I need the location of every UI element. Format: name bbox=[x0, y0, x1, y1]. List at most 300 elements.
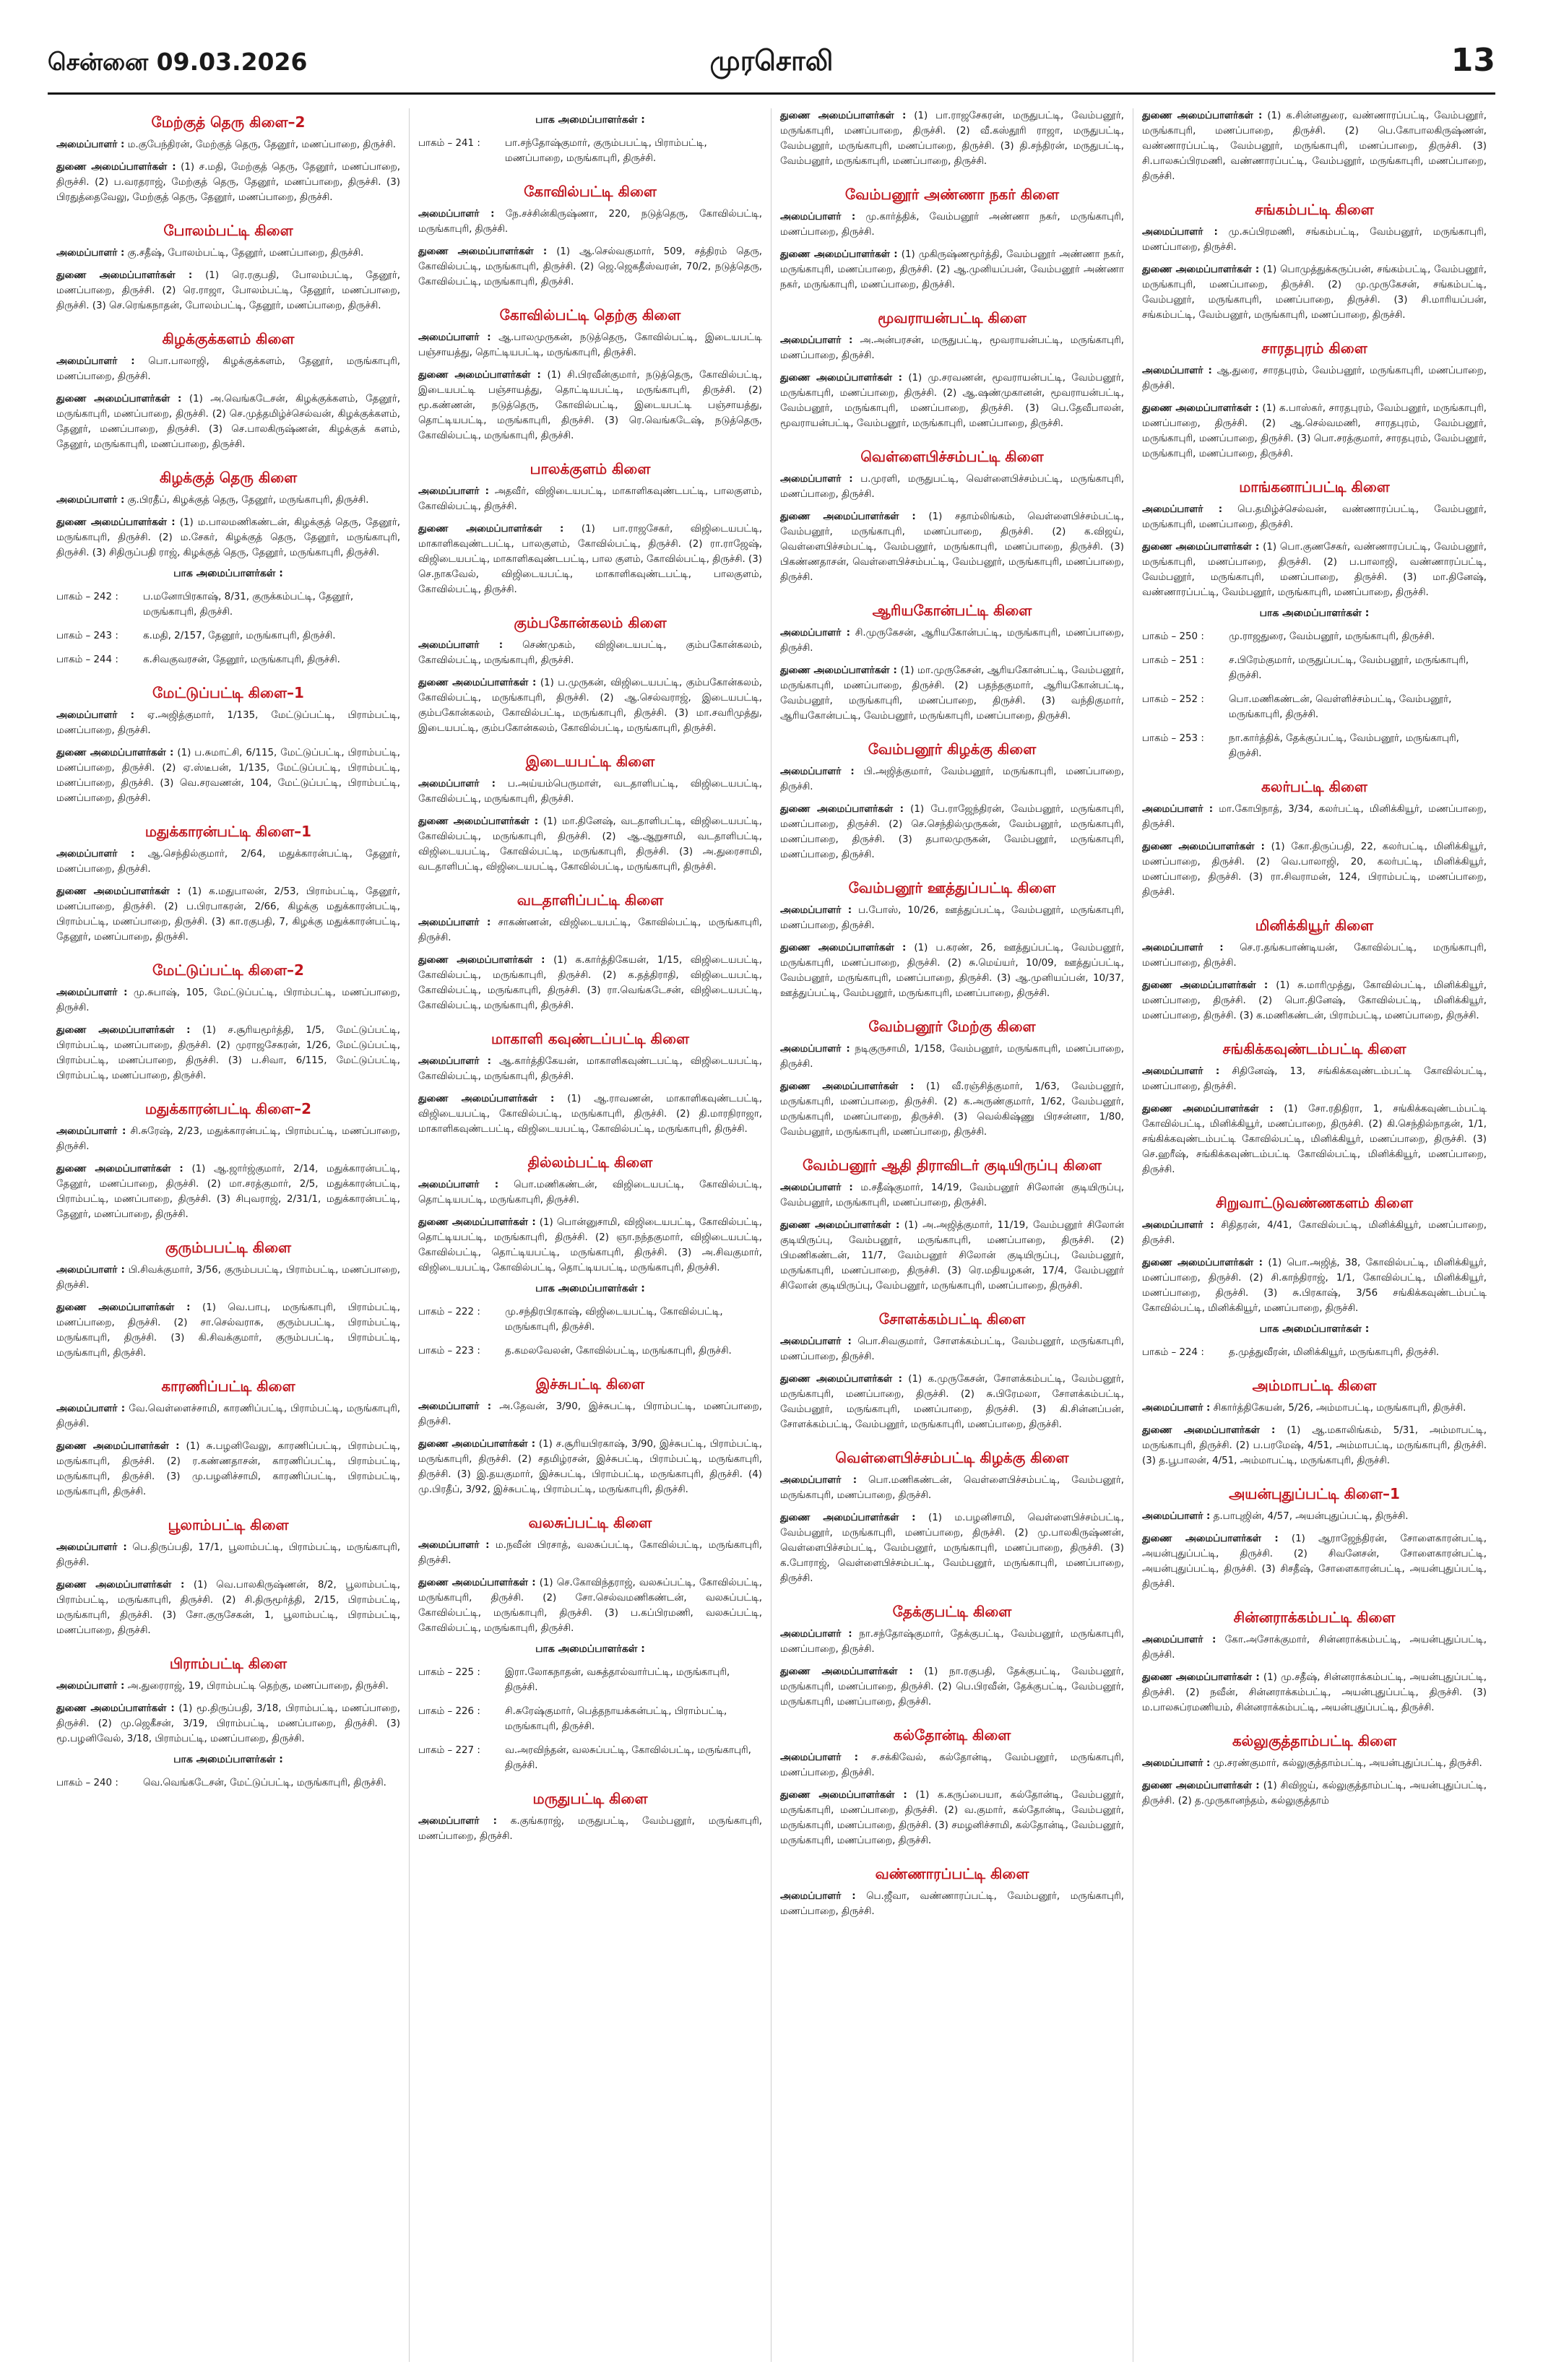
branch-title: வெள்ளைபிச்சம்பட்டி கிளை bbox=[860, 448, 1044, 465]
member-entry bbox=[56, 745, 400, 806]
branch-title: மேற்குத் தெரு கிளை–2 bbox=[151, 113, 306, 131]
member-entry bbox=[418, 330, 762, 360]
member-details: (1) பொமுத்துக்கருப்பன், சங்கம்பட்டி, வேம்பனூர், மருங்காபுரி, மணப்பாறை, திருச்சி. (2) மு.முருகேசன், சங்கம்பட்டி, வேம்பனூர், மருங்காபுரி, மணப்பாறை, திருச்சி. (3) சி.மாரியப்பன், சங்கம்பட்டி, வேம்பனூர், மருங்காபுரி, மணப்பாறை, திருச்சி. bbox=[1142, 264, 1487, 321]
member-entry bbox=[56, 1701, 400, 1747]
member-details: (1) க.கருப்பையா, கல்தோன்டி, வேம்பனூர், மருங்காபுரி, மணப்பாறை, திருச்சி. (2) வ.குமார், கல்தோன்டி, வேம்பனூர், மருங்காபுரி, மணப்பாறை, திருச்சி. (3) சமழனிச்சாமி, கல்தோன்டி, வேம்பனூர், மருங்காபுரி, மணப்பாறை, திருச்சி. bbox=[780, 1790, 1124, 1846]
member-details: (1) பா.ராஜசேகர், விஜிடையபட்டி, மாகாளிகவுண்டபட்டி, பாலகுளம், கோவில்பட்டி, திருச்சி. (2) ரா.ராஜேஷ், விஜிடையபட்டி, மாகாளிகவுண்டபட்டி, பால குளம், கோவில்பட்டி, திருச்சி. (3) செ.நாகவேல், விஜிடையபட்டி, மாகாளிகவுண்டபட்டி, பாலகுளம், கோவில்பட்டி, திருச்சி. bbox=[418, 524, 762, 595]
branch-section bbox=[1142, 200, 1487, 323]
role-label: அமைப்பாளர் : bbox=[780, 905, 852, 916]
member-details: (1) செ.கோவிந்தராஜ், வலசுப்பட்டி, கோவில்பட்டி, மருங்காபுரி, திருச்சி. (2) சோ.செல்வமணிகண்டன், வலசுப்பட்டி, கோவில்பட்டி, மருங்காபுரி, திருச்சி. (3) ப.கப்பிரமணி, வலசுப்பட்டி, கோவில்பட்டி, மருங்காபுரி, திருச்சி. bbox=[418, 1578, 763, 1634]
member-entry bbox=[780, 626, 1124, 656]
member-details: (1) ச.சூரியபிரகாஷ், 3/90, இச்சுபட்டி, பிராம்பட்டி, மருங்காபுரி, திருச்சி. (2) சதமிழ்ரசன், இச்சுபட்டி, பிராம்பட்டி, மருங்காபுரி, திருச்சி. (3) இ.தயகுமார், இச்சுபட்டி, பிராம்பட்டி, மருங்காபுரி, திருச்சி. (4) மு.பிரதீப், 3/92, இச்சுபட்டி, பிராம்பட்டி, மருங்காபுரி, திருச்சி. bbox=[418, 1439, 763, 1495]
member-details: ம.சதீஷ்குமார், 14/19, வேம்பனூர் சிலோன் குடியிருப்பு, வேம்பனூர், மருங்காபுரி, மணப்பாறை, திருச்சி. bbox=[780, 1182, 1124, 1208]
member-details: அதவீர், விஜிடையபட்டி, மாகாளிகவுண்டபட்டி, பாலகுளம், கோவில்பட்டி, திருச்சி. bbox=[418, 486, 762, 512]
member-entry bbox=[56, 515, 400, 561]
booth-number: பாகம் – 241 : bbox=[418, 138, 480, 149]
member-details: பெ.திருப்பதி, 17/1, பூலாம்பட்டி, பிராம்பட்டி, மருங்காபுரி, திருச்சி. bbox=[56, 1542, 401, 1568]
member-entry bbox=[780, 1180, 1124, 1211]
member-details: (1) க.மதுபாலன், 2/53, பிராம்பட்டி, தேனூர், மணப்பாறை, திருச்சி. (2) ப.பிரபாகரன், 2/66, கிழக்கு மதுக்காரன்பட்டி, பிராம்பட்டி, மணப்பாறை, திருச்சி. (3) கா.ரகுபதி, 7, கிழக்கு மதுக்காரன்பட்டி, தேனூர், மணப்பாறை, திருச்சி. bbox=[56, 886, 400, 943]
booth-heading: பாக அமைப்பாளர்கள் : bbox=[535, 1283, 645, 1294]
role-label: அமைப்பாளர் : bbox=[56, 495, 125, 506]
member-details: சி.சுரேஷ், 2/23, மதுக்காரன்பட்டி, பிராம்பட்டி, மணப்பாறை, திருச்சி. bbox=[56, 1126, 400, 1152]
member-details: கோ.அசோக்குமார், சின்னராக்கம்பட்டி, அயன்புதுப்பட்டி, திருச்சி. bbox=[1142, 1635, 1487, 1661]
member-entry bbox=[56, 246, 400, 261]
member-details: ஏ.அஜித்குமார், 1/135, மேட்டுப்பட்டி, பிராம்பட்டி, மணப்பாறை, திருச்சி. bbox=[56, 710, 400, 736]
member-details: மு.கார்த்திக், வேம்பனூர் அண்ணா நகர், மருங்காபுரி, மணப்பாறை, திருச்சி. bbox=[780, 212, 1125, 238]
member-details: (1) சோ.ரதிதிரா, 1, சங்கிக்கவுண்டம்பட்டி கோவில்பட்டி, மினிக்கியூர், மணப்பாறை, திருச்சி. (2) கி.செந்தில்நாதன், 1/1, சங்கிக்கவுண்டம்பட்டி கோவில்பட்டி, மினிக்கியூர், மணப்பாறை, திருச்சி. (3) செ.ஹரீஷ், சங்கிக்கவுண்டம்பட்டி கோவில்பட்டி, மினிக்கியூர், மணப்பாறை, திருச்சி. bbox=[1142, 1104, 1487, 1175]
branch-section bbox=[56, 1238, 400, 1361]
role-label: அமைப்பாளர் : bbox=[418, 917, 491, 928]
member-entry bbox=[56, 493, 400, 508]
booth-entry bbox=[1142, 629, 1487, 644]
branch-title: வேம்பனூர் கிழக்கு கிளை bbox=[868, 740, 1037, 758]
role-label: அமைப்பாளர் : bbox=[780, 1752, 859, 1763]
booth-entry bbox=[418, 1743, 762, 1773]
role-label: அமைப்பாளர் : bbox=[1142, 1758, 1211, 1769]
member-entry bbox=[56, 708, 400, 738]
branch-section bbox=[418, 1029, 762, 1137]
role-label: துணை அமைப்பாளர்கள் : bbox=[418, 816, 539, 827]
branch-section bbox=[418, 891, 762, 1013]
booth-entry bbox=[56, 589, 400, 620]
branch-section bbox=[418, 1789, 762, 1844]
member-entry bbox=[418, 814, 762, 875]
member-details: சிதிதரன், 4/41, கோவில்பட்டி, மினிக்கியூர், மணப்பாறை, திருச்சி. bbox=[1142, 1220, 1487, 1246]
booth-entry bbox=[56, 652, 400, 667]
member-entry bbox=[418, 522, 762, 597]
branch-title: வெள்ளைபிச்சம்பட்டி கிழக்கு கிளை bbox=[835, 1449, 1069, 1466]
role-label: அமைப்பாளர் : bbox=[780, 628, 850, 639]
branch-section bbox=[418, 1513, 762, 1773]
branch-section bbox=[780, 308, 1124, 431]
role-label: துணை அமைப்பாளர்கள் : bbox=[780, 111, 907, 121]
branch-section bbox=[780, 1310, 1124, 1432]
member-entry bbox=[1142, 1423, 1487, 1468]
booth-number: பாகம் – 240 : bbox=[56, 1778, 118, 1788]
member-details: (1) ம.பாலமணிகண்டன், கிழக்குத் தெரு, தேனூர், மருங்காபுரி, திருச்சி. (2) ம.சேகர், கிழக்குத் தெரு, தேனூர், மருங்காபுரி, திருச்சி. (3) சிதிருப்பதி ராஜ், கிழக்குத் தெரு, தேனூர், மருங்காபுரி, திருச்சி. bbox=[56, 517, 400, 558]
branch-section bbox=[56, 1099, 400, 1222]
role-label: துணை அமைப்பாளர்கள் : bbox=[56, 1164, 183, 1174]
member-entry bbox=[1142, 802, 1487, 832]
branch-section bbox=[56, 683, 400, 806]
branch-section bbox=[56, 961, 400, 1083]
member-details: (1) ப.முருகன், விஜிடையபட்டி, கும்பகோன்கலம், கோவில்பட்டி, மருங்காபுரி, திருச்சி. (2) ஆ.செல்வராஜ், இடையபட்டி, கும்பகோன்கலம், கோவில்பட்டி, மருங்காபுரி, திருச்சி. (3) மா.சவரிமுத்து, இடையபட்டி, கும்பகோன்கலம், கோவில்பட்டி, மருங்காபுரி, திருச்சி. bbox=[418, 678, 762, 734]
member-entry bbox=[1142, 108, 1487, 184]
role-label: அமைப்பாளர் : bbox=[1142, 943, 1224, 953]
member-details: பெ.தமிழ்ச்செல்வன், வண்ணாரப்பட்டி, வேம்பனூர், மருங்காபுரி, மணப்பாறை, திருச்சி. bbox=[1142, 504, 1487, 530]
role-label: துணை அமைப்பாளர்கள் : bbox=[780, 1374, 902, 1385]
member-entry bbox=[1142, 1670, 1487, 1715]
column-4 bbox=[1133, 108, 1495, 2362]
branch-section bbox=[56, 822, 400, 945]
branch-section bbox=[780, 185, 1124, 293]
member-entry bbox=[418, 368, 762, 443]
member-details: ஆ.பாலமுருகன், நடுத்தெரு, கோவில்பட்டி, இடையபட்டி பஞ்சாயத்து, தொட்டியபட்டி, மருங்காபுரி, திருச்சி. bbox=[418, 332, 762, 358]
member-entry bbox=[56, 160, 400, 205]
member-details: செண்முகம், விஜிடையபட்டி, கும்பகோன்கலம், கோவில்பட்டி, மருங்காபுரி, திருச்சி. bbox=[418, 640, 762, 666]
member-details: கு.பிரதீப், கிழக்குத் தெரு, தேனூர், மருங்காபுரி, திருச்சி. bbox=[127, 495, 369, 506]
booth-heading: பாக அமைப்பாளர்கள் : bbox=[1259, 607, 1370, 619]
booth-number: பாகம் – 222 : bbox=[418, 1307, 480, 1317]
branch-section bbox=[418, 1375, 762, 1497]
role-label: துணை அமைப்பாளர்கள் : bbox=[780, 511, 916, 522]
member-entry bbox=[56, 1124, 400, 1154]
branch-section bbox=[56, 468, 400, 667]
branch-title: பூலாம்பட்டி கிளை bbox=[168, 1516, 289, 1533]
booth-details: த.முத்துவீரன், மினிக்கியூர், மருங்காபுரி, திருச்சி. bbox=[1229, 1347, 1440, 1358]
member-details: அ.துரைராஜ், 19, பிராம்பட்டி தெற்கு, மணப்பாறை, திருச்சி. bbox=[127, 1681, 389, 1692]
booth-details: மு.சந்திரபிரகாஷ், விஜிடையபட்டி, கோவில்பட்டி, மருங்காபுரி, திருச்சி. bbox=[505, 1307, 723, 1333]
branch-section bbox=[780, 1017, 1124, 1140]
branch-section bbox=[56, 1377, 400, 1500]
branch-title: வடதாளிப்பட்டி கிளை bbox=[517, 891, 664, 909]
branch-title: கிழக்குத் தெரு கிளை bbox=[159, 469, 298, 486]
role-label: அமைப்பாளர் : bbox=[56, 248, 125, 259]
branch-section bbox=[780, 1156, 1124, 1294]
branch-section bbox=[418, 752, 762, 875]
member-details: சிகார்த்திகேயன், 5/26, அம்மாபட்டி, மருங்காபுரி, திருச்சி. bbox=[1213, 1403, 1466, 1414]
role-label: துணை அமைப்பாளர்கள் : bbox=[418, 678, 537, 688]
role-label: துணை அமைப்பாளர்கள் : bbox=[780, 249, 898, 260]
member-entry bbox=[780, 903, 1124, 933]
branch-title: தில்லம்பட்டி கிளை bbox=[527, 1154, 653, 1171]
role-label: அமைப்பாளர் : bbox=[418, 486, 489, 497]
booth-entry bbox=[1142, 1345, 1487, 1360]
booth-heading: பாக அமைப்பாளர்கள் : bbox=[173, 1754, 283, 1765]
branch-section bbox=[1142, 777, 1487, 900]
branch-section bbox=[1142, 1731, 1487, 1809]
branch-section bbox=[1142, 1193, 1487, 1360]
role-label: துணை அமைப்பாளர்கள் : bbox=[418, 524, 564, 535]
role-label: அமைப்பாளர் : bbox=[56, 139, 125, 150]
booth-number: பாகம் – 224 : bbox=[1142, 1347, 1204, 1358]
branch-title: சாரதபுரம் கிளை bbox=[1261, 339, 1367, 357]
member-entry bbox=[780, 1750, 1124, 1780]
member-details: (1) ஆ.மகாலிங்கம், 5/31, அம்மாபட்டி, மருங்காபுரி, திருச்சி. (2) ப.பரமேஷ், 4/51, அம்மாபட்டி, மருங்காபுரி, திருச்சி. (3) த.பூபாலன், 4/51, அம்மாபட்டி, மருங்காபுரி, திருச்சி. bbox=[1142, 1425, 1487, 1466]
member-entry bbox=[780, 1042, 1124, 1072]
booth-heading: பாக அமைப்பாளர்கள் : bbox=[535, 114, 645, 126]
booth-entry bbox=[418, 1304, 762, 1335]
role-label: துணை அமைப்பாளர்கள் : bbox=[1142, 841, 1265, 852]
booth-details: பா.சந்தோஷ்குமார், குரும்பபட்டி, பிராம்பட்டி, மணப்பாறை, மருங்காபுரி, திருச்சி. bbox=[505, 138, 707, 164]
member-details: (1) அ.அஜித்குமார், 11/19, வேம்பனூர் சிலோன் குடியிருப்பு, வேம்பனூர், மருங்காபுரி, மணப்பாறை, திருச்சி. (2) பிமணிகண்டன், 11/7, வேம்பனூர் சிலோன் குடியிருப்பு, வேம்பனூர், மருங்காபுரி, மணப்பாறை, திருச்சி. (3) ரெ.மதியழகன், 17/4, வேம்பனூர் சிலோன் குடியிருப்பு, வேம்பனூர், மருங்காபுரி, மணப்பாறை, திருச்சி. bbox=[780, 1220, 1125, 1291]
role-label: துணை அமைப்பாளர்கள் : bbox=[418, 1439, 536, 1450]
branch-title: மினிக்கியூர் கிளை bbox=[1255, 917, 1374, 934]
member-entry bbox=[56, 1263, 400, 1293]
role-label: அமைப்பாளர் : bbox=[56, 710, 134, 721]
role-label: துணை அமைப்பாளர்கள் : bbox=[418, 370, 541, 381]
role-label: துணை அமைப்பாளர்கள் : bbox=[418, 1217, 536, 1228]
branch-section bbox=[780, 447, 1124, 585]
branch-section bbox=[56, 113, 400, 205]
member-entry bbox=[56, 985, 400, 1016]
member-details: (1) மு.சரவணன், மூவராயன்பட்டி, வேம்பனூர், மருங்காபுரி, மணப்பாறை, திருச்சி. (2) ஆ.ஷண்முகானன், மூவராயன்பட்டி, வேம்பனூர், மருங்காபுரி, மணப்பாறை, திருச்சி. (3) பெ.தேவீபாலன், மூவராயன்பட்டி, வேம்பனூர், மருங்காபுரி, மணப்பாறை, திருச்சி. bbox=[780, 373, 1124, 429]
member-entry bbox=[418, 638, 762, 668]
branch-title: தேக்குபட்டி கிளை bbox=[892, 1603, 1012, 1620]
branch-title: வலசுப்பட்டி கிளை bbox=[528, 1514, 652, 1531]
branch-section bbox=[780, 1864, 1124, 1919]
member-details: சி.முருகேசன், ஆரியகோன்பட்டி, மருங்காபுரி, மணப்பாறை, திருச்சி. bbox=[780, 628, 1124, 654]
branch-title: மதுக்காரன்பட்டி கிளை–2 bbox=[144, 1100, 312, 1117]
role-label: அமைப்பாளர் : bbox=[418, 209, 495, 220]
role-label: அமைப்பாளர் : bbox=[56, 356, 135, 367]
role-label: துணை அமைப்பாளர்கள் : bbox=[780, 373, 903, 384]
booth-entry bbox=[1142, 653, 1487, 683]
member-details: செ.ர.தங்கபாண்டியன், கோவில்பட்டி, மருங்காபுரி, மணப்பாறை, திருச்சி. bbox=[1142, 943, 1487, 969]
member-entry bbox=[418, 776, 762, 807]
branch-title: காரணிப்பட்டி கிளை bbox=[161, 1377, 295, 1395]
branch-title: சங்கிக்கவுண்டம்பட்டி கிளை bbox=[1222, 1040, 1406, 1057]
role-label: துணை அமைப்பாளர்கள் : bbox=[56, 1302, 191, 1313]
newspaper-title: முரசொலி bbox=[709, 45, 834, 77]
member-entry bbox=[418, 1054, 762, 1084]
member-entry bbox=[780, 940, 1124, 1001]
member-entry bbox=[780, 1372, 1124, 1432]
member-entry bbox=[780, 1218, 1124, 1294]
booth-details: பொ.மணிகண்டன், வெள்ளிச்சம்பட்டி, வேம்பனூர், மருங்காபுரி, திருச்சி. bbox=[1229, 694, 1452, 720]
role-label: அமைப்பாளர் : bbox=[418, 1056, 492, 1067]
role-label: அமைப்பாளர் : bbox=[1142, 804, 1214, 815]
booth-entry bbox=[418, 1704, 762, 1734]
member-details: பி.சிவக்குமார், 3/56, குரும்பபட்டி, பிராம்பட்டி, மணப்பாறை, திருச்சி. bbox=[56, 1265, 400, 1291]
member-details: பொ.சிவகுமார், சோளக்கம்பட்டி, வேம்பனூர், மருங்காபுரி, மணப்பாறை, திருச்சி. bbox=[780, 1336, 1124, 1362]
role-label: துணை அமைப்பாளர்கள் : bbox=[1142, 1533, 1279, 1544]
branch-section bbox=[418, 114, 762, 166]
role-label: அமைப்பாளர் : bbox=[418, 1540, 490, 1551]
role-label: அமைப்பாளர் : bbox=[1142, 1511, 1211, 1522]
member-entry bbox=[56, 1679, 400, 1694]
member-details: (1) பே.ராஜேந்திரன், வேம்பனூர், மருங்காபுரி, மணப்பாறை, திருச்சி. (2) செ.செந்தில்முருகன், வேம்பனூர், மருங்காபுரி, மணப்பாறை, திருச்சி. (3) தபாலமுருகன், வேம்பனூர், மருங்காபுரி, மணப்பாறை, திருச்சி. bbox=[780, 804, 1124, 860]
booth-details: வ.அரவிந்தன், வலசுப்பட்டி, கோவில்பட்டி, மருங்காபுரி, திருச்சி. bbox=[505, 1745, 751, 1771]
member-details: (1) ஆ.ஜார்ஜ்குமார், 2/14, மதுக்காரன்பட்டி, தேனூர், மணப்பாறை, திருச்சி. (2) மா.சரத்குமார், 2/5, மதுக்காரன்பட்டி, பிராம்பட்டி, மணப்பாறை, திருச்சி. (3) சிபுவராஜ், 2/31/1, மதுக்காரன்பட்டி, தேனூர், மணப்பாறை, திருச்சி. bbox=[56, 1164, 400, 1220]
role-label: துணை அமைப்பாளர்கள் : bbox=[56, 270, 193, 281]
member-entry bbox=[1142, 1756, 1487, 1771]
role-label: அமைப்பாளர் : bbox=[56, 987, 128, 998]
branch-section bbox=[418, 613, 762, 736]
branch-title: மேட்டுப்பட்டி கிளை–2 bbox=[152, 961, 304, 979]
role-label: அமைப்பாளர் : bbox=[780, 1044, 850, 1055]
member-details: (1) ஆ.ராவணன், மாகாளிகவுண்டபட்டி, விஜிடையபட்டி, கோவில்பட்டி, மருங்காபுரி, திருச்சி. (2) தி.மாரநிராஜா, மாகாளிகவுண்டபட்டி, விஜிடையபட்டி, கோவில்பட்டி, மருங்காபுரி, திருச்சி. bbox=[418, 1094, 762, 1135]
member-entry bbox=[1142, 978, 1487, 1024]
role-label: துணை அமைப்பாளர்கள் : bbox=[56, 394, 182, 404]
booth-details: க.மதி, 2/157, தேனூர், மருங்காபுரி, திருச்சி. bbox=[143, 631, 336, 641]
role-label: அமைப்பாளர் : bbox=[780, 1182, 853, 1193]
member-entry bbox=[1142, 363, 1487, 394]
branch-section bbox=[780, 1602, 1124, 1710]
branch-section bbox=[418, 182, 762, 290]
member-details: (1) வெ.பாலகிருஷ்ணன், 8/2, பூலாம்பட்டி, பிராம்பட்டி, மருங்காபுரி, திருச்சி. (2) சி.திருமூர்த்தி, 2/15, பிராம்பட்டி, மருங்காபுரி, திருச்சி. (3) சோ.குருசேகன், 1, பூலாம்பட்டி, பிராம்பட்டி, மணப்பாறை, திருச்சி. bbox=[56, 1580, 401, 1636]
role-label: துணை அமைப்பாளர்கள் : bbox=[780, 943, 907, 953]
member-details: பெ.ஜீவா, வண்ணாரப்பட்டி, வேம்பனூர், மருங்காபுரி, மணப்பாறை, திருச்சி. bbox=[780, 1891, 1124, 1917]
role-label: துணை அமைப்பாளர்கள் : bbox=[56, 517, 176, 528]
booth-number: பாகம் – 243 : bbox=[56, 631, 118, 641]
role-label: அமைப்பாளர் : bbox=[780, 1475, 857, 1486]
member-details: (1) க.கார்த்திகேயன், 1/15, விஜிடையபட்டி, கோவில்பட்டி, மருங்காபுரி, திருச்சி. (2) க.தத்திராதி, விஜிடையபட்டி, கோவில்பட்டி, மருங்காபுரி, திருச்சி. (3) ரா.வெங்கடேசன், விஜிடையபட்டி, கோவில்பட்டி, மருங்காபுரி, திருச்சி. bbox=[418, 955, 762, 1011]
member-details: வே.வெள்ளைச்சாமி, காரணிப்பட்டி, பிராம்பட்டி, மருங்காபுரி, திருச்சி. bbox=[56, 1403, 400, 1429]
member-entry bbox=[418, 207, 762, 237]
branch-title: மருதுபட்டி கிளை bbox=[532, 1790, 648, 1807]
role-label: துணை அமைப்பாளர்கள் : bbox=[1142, 403, 1259, 414]
member-entry bbox=[418, 1399, 762, 1429]
branch-title: கோவில்பட்டி தெற்கு கிளை bbox=[499, 306, 681, 324]
member-details: அ.அன்பரசன், மருதுபட்டி, மூவராயன்பட்டி, மருங்காபுரி, மணப்பாறை, திருச்சி. bbox=[780, 335, 1125, 361]
member-entry bbox=[418, 1177, 762, 1208]
member-entry bbox=[56, 1540, 400, 1570]
role-label: அமைப்பாளர் : bbox=[1142, 1220, 1214, 1231]
branch-section bbox=[1142, 108, 1487, 184]
member-entry bbox=[418, 1814, 762, 1844]
member-entry bbox=[56, 1439, 400, 1500]
member-entry bbox=[780, 333, 1124, 363]
member-entry bbox=[1142, 262, 1487, 323]
member-details: (1) மூ.திருப்பதி, 3/18, பிராம்பட்டி, மணப்பாறை, திருச்சி. (2) மு.ஜெகீசன், 3/19, பிராம்பட்டி, மணப்பாறை, திருச்சி. (3) மூ.பழனிவேல், 3/18, பிராம்பட்டி, மணப்பாறை, திருச்சி. bbox=[56, 1703, 400, 1744]
member-details: ச.சக்கிவேல், கல்தோன்டி, வேம்பனூர், மருங்காபுரி, மணப்பாறை, திருச்சி. bbox=[780, 1752, 1124, 1778]
branch-section bbox=[56, 1654, 400, 1791]
booth-details: க.சிவகுவரசன், தேனூர், மருங்காபுரி, திருச்சி. bbox=[143, 654, 340, 665]
booth-heading: பாக அமைப்பாளர்கள் : bbox=[1259, 1323, 1370, 1335]
booth-entry bbox=[56, 1775, 400, 1791]
role-label: துணை அமைப்பாளர்கள் : bbox=[418, 1578, 536, 1588]
booth-number: பாகம் – 226 : bbox=[418, 1706, 480, 1717]
role-label: அமைப்பாளர் : bbox=[1142, 227, 1218, 238]
role-label: துணை அமைப்பாளர்கள் : bbox=[56, 886, 181, 897]
member-entry bbox=[1142, 1255, 1487, 1316]
column-1 bbox=[48, 108, 410, 2362]
member-details: (1) க.முருகேசன், சோளக்கம்பட்டி, வேம்பனூர், மருங்காபுரி, மணப்பாறை, திருச்சி. (2) சு.பிரேமலா, சோளக்கம்பட்டி, வேம்பனூர், மருங்காபுரி, மணப்பாறை, திருச்சி. (3) கி.சின்னப்பன், சோளக்கம்பட்டி, வேம்பனூர், மருங்காபுரி, மணப்பாறை, திருச்சி. bbox=[780, 1374, 1125, 1430]
role-label: துணை அமைப்பாளர்கள் : bbox=[418, 955, 545, 966]
role-label: துணை அமைப்பாளர்கள் : bbox=[780, 1790, 907, 1801]
role-label: அமைப்பாளர் : bbox=[56, 1681, 125, 1692]
booth-number: பாகம் – 225 : bbox=[418, 1667, 480, 1678]
member-entry bbox=[1142, 540, 1487, 600]
page-header bbox=[48, 42, 1495, 85]
booth-number: பாகம் – 252 : bbox=[1142, 694, 1204, 705]
member-details: (1) ச.சூரியமூர்த்தி, 1/5, மேட்டுப்பட்டி, பிராம்பட்டி, மணப்பாறை, திருச்சி. (2) முராஜசேகரன், 1/26, மேட்டுப்பட்டி, பிராம்பட்டி, மணப்பாறை, திருச்சி. (3) ப.சிவா, 6/115, மேட்டுப்பட்டி, பிராம்பட்டி, மணப்பாறை, திருச்சி. bbox=[56, 1025, 400, 1081]
role-label: துணை அமைப்பாளர்கள் : bbox=[56, 748, 174, 758]
member-details: (1) பொன்னுசாமி, விஜிடையபட்டி, கோவில்பட்டி, தொட்டியபட்டி, மருங்காபுரி, திருச்சி. (2) ஞா.நந்தகுமார், விஜிடையபட்டி, கோவில்பட்டி, தொட்டியபட்டி, மருங்காபுரி, திருச்சி. (3) அ.சிவகுமார், விஜிடையபட்டி, கோவில்பட்டி, தொட்டியபட்டி, மருங்காபுரி, திருச்சி. bbox=[418, 1217, 762, 1273]
member-details: மு.சுப்பிரமணி, சங்கம்பட்டி, வேம்பனூர், மருங்காபுரி, மணப்பாறை, திருச்சி. bbox=[1142, 227, 1487, 253]
member-entry bbox=[56, 1023, 400, 1083]
role-label: அமைப்பாளர் : bbox=[1142, 1066, 1220, 1077]
member-entry bbox=[418, 915, 762, 945]
member-details: (1) ச.மதி, மேற்குத் தெரு, தேனூர், மணப்பாறை, திருச்சி. (2) ப.வரதராஜ், மேற்குத் தெரு, தேனூர், மணப்பாறை, திருச்சி. (3) பிரதுத்தைவேலு, மேற்குத் தெரு, தேனூர், மணப்பாறை, திருச்சி. bbox=[56, 162, 401, 203]
member-details: (1) கோ.திருப்பதி, 22, கலர்பட்டி, மினிக்கியூர், மணப்பாறை, திருச்சி. (2) வெ.பாலாஜி, 20, கலர்பட்டி, மினிக்கியூர், மணப்பாறை, திருச்சி. (3) ரா.சிவராமன், 124, பிராம்பட்டி, மணப்பாறை, திருச்சி. bbox=[1142, 841, 1487, 898]
branch-title: இடையபட்டி கிளை bbox=[525, 753, 655, 770]
role-label: துணை அமைப்பாளர்கள் : bbox=[1142, 264, 1260, 275]
branch-title: சிறுவாட்டுவண்ணகளம் கிளை bbox=[1215, 1194, 1414, 1211]
member-details: (1) மா.தினேஷ், வடதாளிபட்டி, விஜிடையபட்டி, கோவில்பட்டி, மருங்காபுரி, திருச்சி. (2) ஆ.ஆறுசாமி, வடதாளிபட்டி, விஜிடையபட்டி, கோவில்பட்டி, மருங்காபுரி, திருச்சி. (3) அ.துரைசாமி, வடதாளிபட்டி, விஜிடையபட்டி, கோவில்பட்டி, மருங்காபுரி, திருச்சி. bbox=[418, 816, 763, 873]
role-label: துணை அமைப்பாளர்கள் : bbox=[1142, 980, 1268, 991]
role-label: அமைப்பாளர் : bbox=[56, 1126, 126, 1137]
branch-title: வேம்பனூர் மேற்கு கிளை bbox=[868, 1018, 1036, 1035]
branch-section bbox=[418, 306, 762, 443]
member-entry bbox=[1142, 225, 1487, 255]
role-label: துணை அமைப்பாளர்கள் : bbox=[56, 1441, 180, 1452]
member-entry bbox=[780, 1510, 1124, 1586]
member-details: (1) மா.முருகேசன், ஆரியகோன்பட்டி, வேம்பனூர், மருங்காபுரி, மணப்பாறை, திருச்சி. (2) பதந்தகுமார், ஆரியகோன்பட்டி, வேம்பனூர், மருங்காபுரி, மணப்பாறை, திருச்சி. (3) வந்திகுமார், ஆரியகோன்பட்டி, வேம்பனூர், மருங்காபுரி, மணப்பாறை, திருச்சி. bbox=[780, 665, 1124, 722]
member-entry bbox=[418, 1091, 762, 1137]
branch-title: கோவில்பட்டி கிளை bbox=[524, 183, 657, 200]
branch-section bbox=[56, 221, 400, 313]
member-details: (1) பொ.குணசேகர், வண்ணாரப்பட்டி, வேம்பனூர், மருங்காபுரி, மணப்பாறை, திருச்சி. (2) ப.பாலாஜி, வண்ணாரப்பட்டி, வேம்பனூர், மருங்காபுரி, மணப்பாறை, திருச்சி. (3) மா.தினேஷ், வண்ணாரப்பட்டி, வேம்பனூர், மருங்காபுரி, மணப்பாறை, திருச்சி. bbox=[1142, 542, 1487, 598]
member-details: க.குங்கராஜ், மருதுபட்டி, வேம்பனூர், மருங்காபுரி, மணப்பாறை, திருச்சி. bbox=[418, 1816, 762, 1842]
role-label: துணை அமைப்பாளர்கள் : bbox=[418, 246, 548, 257]
member-entry bbox=[418, 1575, 762, 1636]
column-3 bbox=[772, 108, 1133, 2362]
page-number: 13 bbox=[1451, 42, 1495, 79]
branch-section bbox=[56, 1515, 400, 1638]
member-details: நா.சந்தோஷ்குமார், தேக்குபட்டி, வேம்பனூர், மருங்காபுரி, மணப்பாறை, திருச்சி. bbox=[780, 1629, 1124, 1655]
role-label: அமைப்பாளர் : bbox=[418, 1180, 499, 1190]
member-entry bbox=[418, 1437, 762, 1497]
member-details: (1) க.பாஸ்கர், சாரதபுரம், வேம்பனூர், மருங்காபுரி, மணப்பாறை, திருச்சி. (2) ஆ.செல்வமணி, சாரதபுரம், வேம்பனூர், மருங்காபுரி, மணப்பாறை, திருச்சி. (3) பொ.சரத்குமார், சாரதபுரம், வேம்பனூர், மருங்காபுரி, மணப்பாறை, திருச்சி. bbox=[1142, 403, 1487, 459]
branch-title: சங்கம்பட்டி கிளை bbox=[1255, 201, 1374, 218]
member-details: ஆ.துரை, சாரதபுரம், வேம்பனூர், மருங்காபுரி, மணப்பாறை, திருச்சி. bbox=[1142, 365, 1487, 391]
member-entry bbox=[780, 764, 1124, 795]
column-2 bbox=[410, 108, 772, 2362]
branch-section bbox=[56, 329, 400, 452]
member-details: த.பாபுஜின், 4/57, அயன்புதுப்பட்டி, திருச்சி. bbox=[1213, 1511, 1409, 1522]
role-label: அமைப்பாளர் : bbox=[56, 1265, 125, 1276]
branch-title: குரும்பபட்டி கிளை bbox=[165, 1239, 292, 1256]
member-entry bbox=[56, 1300, 400, 1361]
booth-details: வெ.வெங்கடேசன், மேட்டுப்பட்டி, மருங்காபுரி, திருச்சி. bbox=[143, 1778, 386, 1788]
branch-title: சோளக்கம்பட்டி கிளை bbox=[878, 1310, 1026, 1328]
member-entry bbox=[418, 244, 762, 290]
member-entry bbox=[1142, 1102, 1487, 1177]
role-label: அமைப்பாளர் : bbox=[56, 849, 135, 860]
member-entry bbox=[56, 1161, 400, 1222]
role-label: துணை அமைப்பாளர்கள் : bbox=[1142, 1258, 1263, 1268]
booth-entry bbox=[418, 1343, 762, 1359]
branch-title: இச்சுபட்டி கிளை bbox=[535, 1375, 645, 1393]
booth-entry bbox=[56, 628, 400, 644]
member-entry bbox=[56, 1578, 400, 1638]
member-entry bbox=[1142, 1632, 1487, 1663]
role-label: அமைப்பாளர் : bbox=[418, 1816, 497, 1827]
member-details: (1) சு.மாரிமுத்து, கோவில்பட்டி, மினிக்கியூர், மணப்பாறை, திருச்சி. (2) பொ.தினேஷ், கோவில்பட்டி, மினிக்கியூர், மணப்பாறை, திருச்சி. (3) க.மணிகண்டன், பிராம்பட்டி, மணப்பாறை, திருச்சி. bbox=[1142, 980, 1487, 1021]
role-label: அமைப்பாளர் : bbox=[1142, 1403, 1211, 1414]
branch-title: கிழக்குக்களம் கிளை bbox=[162, 330, 295, 347]
booth-details: ச.பிரேம்குமார், மருதுப்பட்டி, வேம்பனூர், மருங்காபுரி, திருச்சி. bbox=[1229, 655, 1469, 681]
role-label: துணை அமைப்பாளர்கள் : bbox=[56, 162, 176, 173]
member-entry bbox=[56, 847, 400, 877]
member-details: மு.சரண்குமார், கல்லுகுத்தாம்பட்டி, அயன்புதுப்பட்டி, திருச்சி. bbox=[1213, 1758, 1482, 1769]
booth-heading: பாக அமைப்பாளர்கள் : bbox=[535, 1643, 645, 1655]
member-details: (1) சிவிஜய், கல்லுகுத்தாம்பட்டி, அயன்புதுப்பட்டி, திருச்சி. (2) த.முருகானந்தம், கல்லுகுத்தாம் bbox=[1142, 1780, 1487, 1806]
branch-section bbox=[780, 740, 1124, 862]
member-details: அ.தேவன், 3/90, இச்சுபட்டி, பிராம்பட்டி, மணப்பாறை, திருச்சி. bbox=[418, 1401, 762, 1427]
member-entry bbox=[56, 354, 400, 384]
role-label: துணை அமைப்பாளர்கள் : bbox=[418, 1094, 555, 1104]
member-entry bbox=[780, 247, 1124, 293]
role-label: அமைப்பாளர் : bbox=[780, 474, 853, 485]
role-label: அமைப்பாளர் : bbox=[780, 335, 853, 346]
branch-title: வேம்பனூர் அண்ணா நகர் கிளை bbox=[844, 186, 1060, 203]
member-details: சிதினேஷ், 13, சங்கிக்கவுண்டம்பட்டி கோவில்பட்டி, மணப்பாறை, திருச்சி. bbox=[1142, 1066, 1487, 1092]
branch-title: அம்மாபட்டி கிளை bbox=[1252, 1377, 1377, 1394]
member-details: ஆ.செந்தில்குமார், 2/64, மதுக்காரன்பட்டி, தேனூர், மணப்பாறை, திருச்சி. bbox=[56, 849, 400, 875]
member-details: ப.முரளி, மருதுபட்டி, வெள்ளைபிச்சம்பட்டி, மருங்காபுரி, மணப்பாறை, திருச்சி. bbox=[780, 474, 1124, 500]
branch-title: வேம்பனூர் ஊத்துப்பட்டி கிளை bbox=[848, 879, 1056, 896]
member-entry bbox=[780, 371, 1124, 431]
member-entry bbox=[418, 953, 762, 1013]
member-details: பொ.மணிகண்டன், வெள்ளைபிச்சம்பட்டி, வேம்பனூர், மருங்காபுரி, மணப்பாறை, திருச்சி. bbox=[780, 1475, 1124, 1501]
branch-title: பிராம்பட்டி கிளை bbox=[169, 1655, 288, 1672]
role-label: துணை அமைப்பாளர்கள் : bbox=[1142, 1780, 1260, 1791]
role-label: துணை அமைப்பாளர்கள் : bbox=[780, 804, 904, 815]
booth-number: பாகம் – 251 : bbox=[1142, 655, 1204, 666]
